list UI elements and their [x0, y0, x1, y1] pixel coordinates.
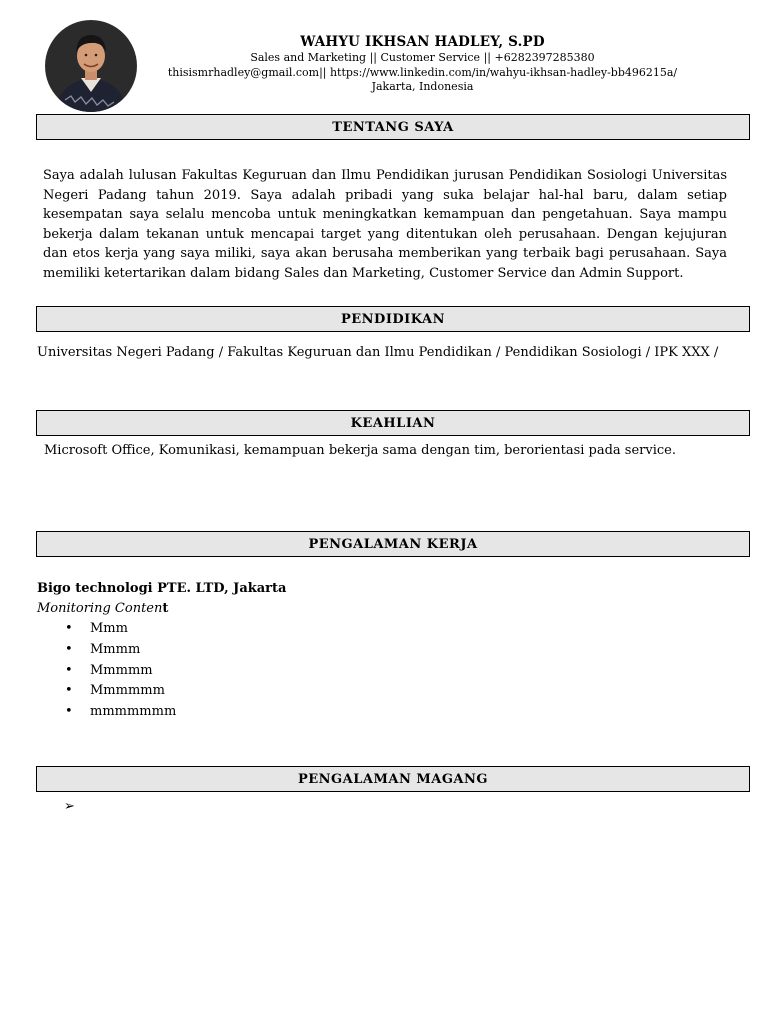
- list-item: [37, 619, 286, 640]
- section-header-education: PENDIDIKAN: [36, 306, 750, 332]
- skills-text: Microsoft Office, Komunikasi, kemampuan bekerja sama dengan tim, berorientasi pada service.: [44, 443, 676, 458]
- bullet-icon: •: [65, 641, 73, 657]
- arrow-bullet-icon: ➢: [64, 799, 75, 814]
- contact-line: Sales and Marketing || Customer Service || +6282397285380: [250, 51, 595, 64]
- task-text: Mmmmmm: [90, 683, 165, 699]
- section-header-internship: PENGALAMAN MAGANG: [36, 766, 750, 792]
- job-task-list: [37, 619, 286, 723]
- location: Jakarta, Indonesia: [371, 80, 474, 93]
- job-role-end: t: [162, 601, 169, 616]
- about-text: Saya adalah lulusan Fakultas Keguruan dan Ilmu Pendidikan jurusan Pendidikan Sosiologi Universitas Negeri Padang tahun 2019. Saya adalah pribadi yang suka belajar hal-hal baru, dalam setiap kesempatan saya selalu mencoba untuk meningkatkan kemampuan dan pengetahuan. Saya mampu bekerja dalam tekanan untuk mencapai target yang ditentukan oleh perusahaan. Dengan kejujuran dan etos kerja yang saya miliki, saya akan berusaha memberikan yang terbaik bagi perusahaan. Saya memiliki ketertarikan dalam bidang Sales dan Marketing, Customer Service dan Admin Support.: [43, 168, 727, 281]
- job-company: Bigo technologi PTE. LTD, Jakarta: [37, 581, 287, 596]
- job-entry: [37, 579, 286, 723]
- candidate-name: WAHYU IKHSAN HADLEY, S.PD: [300, 34, 545, 50]
- list-item: [37, 640, 286, 661]
- bullet-icon: •: [65, 662, 73, 678]
- bullet-icon: •: [65, 683, 73, 699]
- task-text: Mmmm: [90, 641, 141, 657]
- task-text: mmmmmmm: [90, 704, 177, 720]
- list-item: [37, 661, 286, 682]
- bullet-icon: •: [65, 621, 73, 636]
- bullet-icon: •: [65, 704, 73, 720]
- task-text: Mmm: [90, 621, 128, 636]
- education-text: Universitas Negeri Padang / Fakultas Keguruan dan Ilmu Pendidikan / Pendidikan Sosiologi / IPK XXX /: [37, 345, 719, 360]
- profile-header: [150, 34, 695, 95]
- task-text: Mmmmm: [90, 662, 153, 678]
- job-role-text: Monitoring Conten: [37, 601, 163, 616]
- list-item: [37, 702, 286, 723]
- section-header-experience: PENGALAMAN KERJA: [36, 531, 750, 557]
- job-role: [37, 599, 286, 619]
- section-header-about: TENTANG SAYA: [36, 114, 750, 140]
- profile-photo: [45, 20, 137, 112]
- email-linkedin-line[interactable]: thisismrhadley@gmail.com|| https://www.linkedin.com/in/wahyu-ikhsan-hadley-bb496215a/: [167, 65, 678, 79]
- list-item: [37, 681, 286, 702]
- section-header-skills: KEAHLIAN: [36, 410, 750, 436]
